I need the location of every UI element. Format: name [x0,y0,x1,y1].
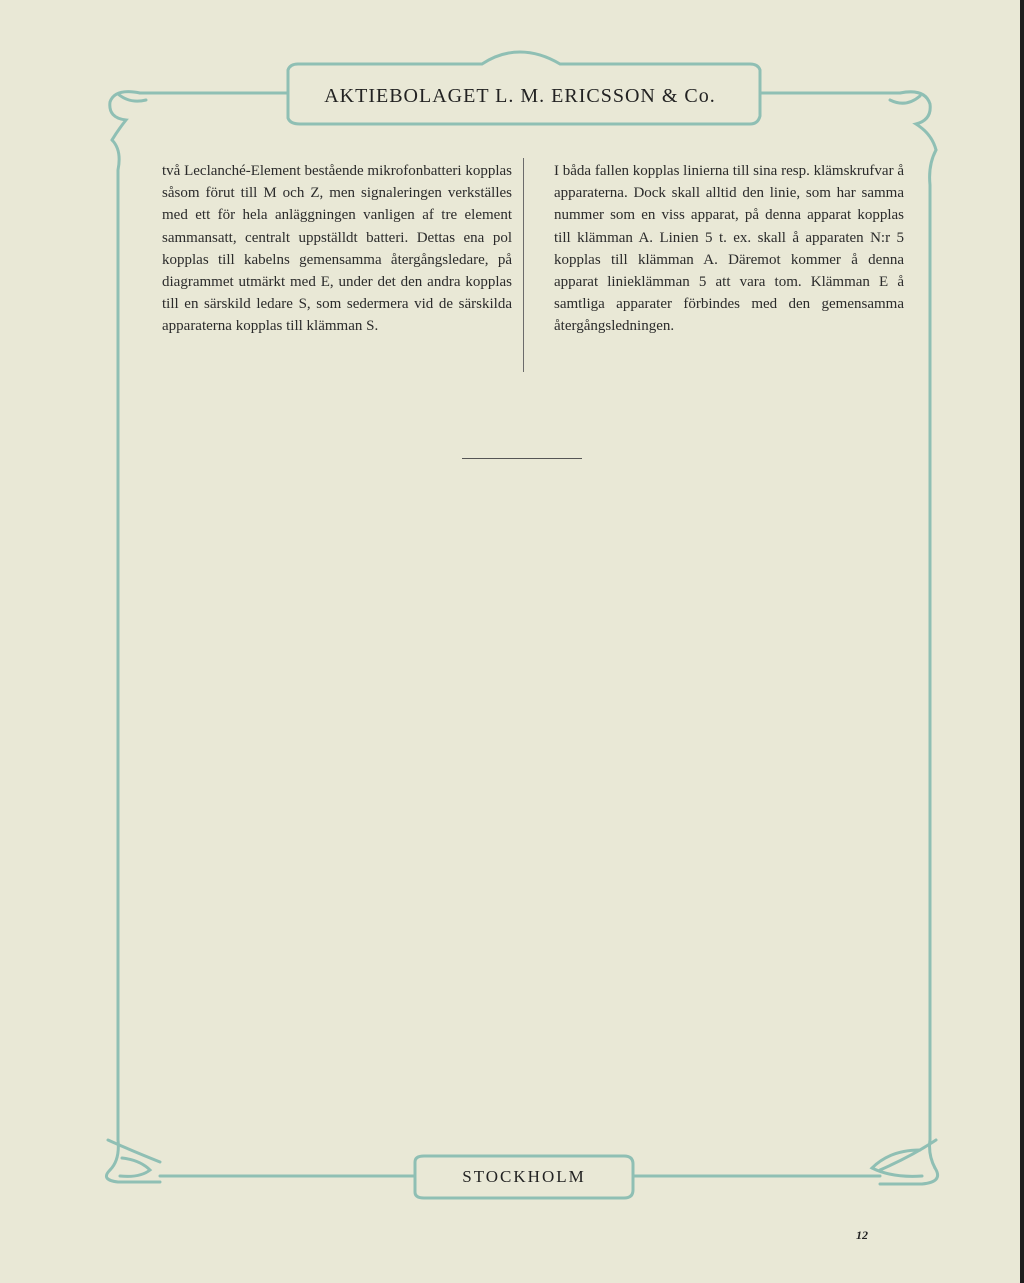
header-title: AKTIEBOLAGET L. M. ERICSSON & Co. [324,85,716,107]
left-column [162,160,512,338]
scan-edge [1020,0,1024,1283]
left-column-text: två Leclanché-Element bestående mikrofonbatteri kopplas såsom förut till M och Z, men signaleringen verkställes med ett för hela anläggningen vanligen af tre element sammansatt, centralt uppställdt batteri. Dettas ena pol kopplas till kabelns gemensamma återgångsledare, på diagrammet utmärkt med E, under det den andra kopplas till en särskild ledare S, som sedermera vid de särskilda apparaterna kopplas till klämman S. [162,163,512,335]
right-column-text: I båda fallen kopplas linierna till sina resp. klämskrufvar å apparaterna. Dock skall alltid den linie, som har samma nummer som en viss apparat, på denna apparat kopplas till klämman A. Linien 5 t. ex. skall å apparaten N:r 5 kopplas till klämman A. Däremot kommer å denna apparat linieklämman 5 att vara tom. Klämman E å samtliga apparater förbindes med den gemensamma återgångsledningen. [554,163,904,335]
page-number: 12 [856,1228,868,1242]
section-divider [462,458,582,459]
column-divider [523,158,524,372]
right-column [554,160,904,338]
footer-title: STOCKHOLM [462,1167,586,1186]
